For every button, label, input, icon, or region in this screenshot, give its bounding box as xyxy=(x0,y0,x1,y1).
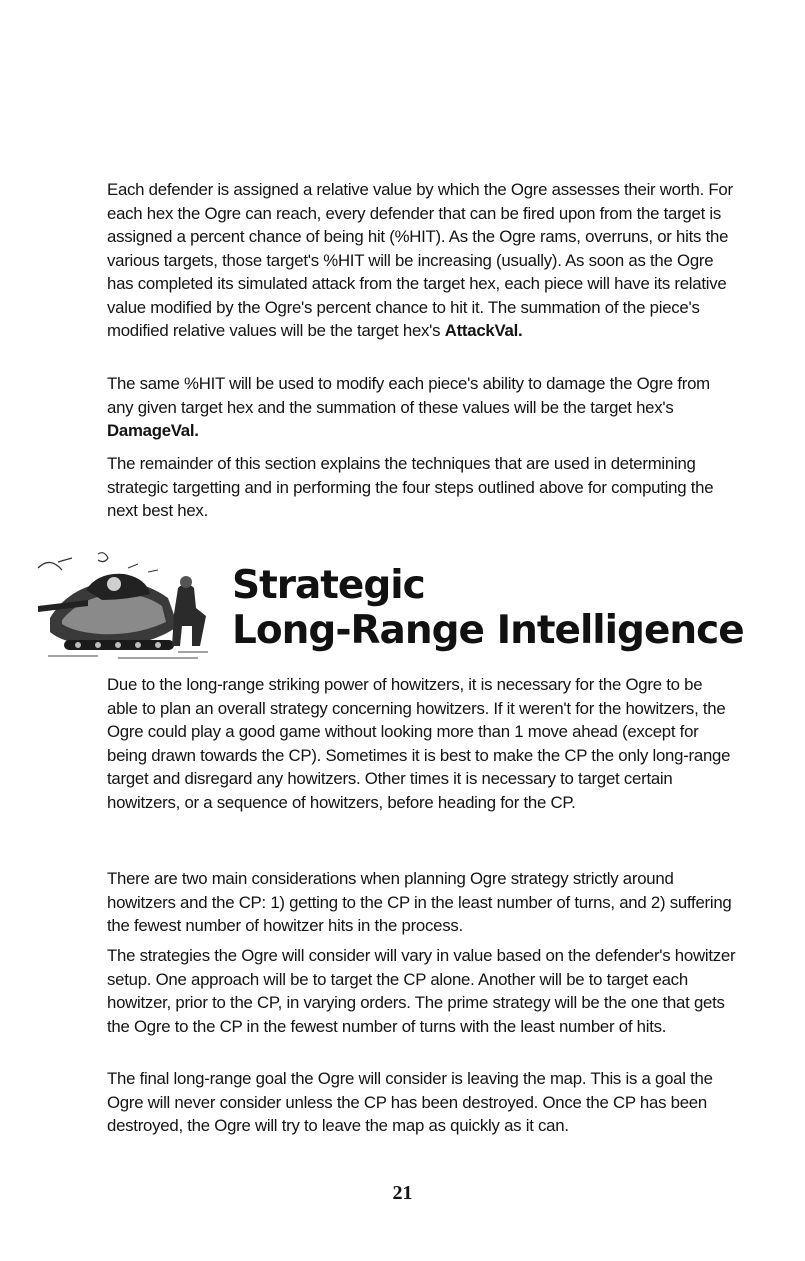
paragraph-strategies: The strategies the Ogre will consider will vary in value based on the defender's howitzer setup. One approach will be to target the CP alone. Another will be to target each howitzer, prior to the CP, in varying orders. The prime strategy will be the one that gets the Ogre to the CP in the fewest number of turns with the least number of hits. xyxy=(107,946,736,1036)
paragraph-considerations: There are two main considerations when planning Ogre strategy strictly around howitzers and the CP: 1) getting to the CP in the least number of turns, and 2) suffering the fewest number of howitzer hits in the process. xyxy=(107,869,732,935)
paragraph-text: The same %HIT will be used to modify each piece's ability to damage the Ogre from any given target hex and the summation of these values will be the target hex's xyxy=(107,374,710,417)
paragraph-damageval xyxy=(107,372,737,443)
page-number: 21 xyxy=(392,1182,413,1204)
heading-line-2: Long-Range Intelligence xyxy=(232,608,744,653)
ogre-tank-illustration-icon xyxy=(28,548,218,668)
paragraph-remainder: The remainder of this section explains the techniques that are used in determining strategic targetting and in performing the four steps outlined above for computing the next best hex. xyxy=(107,454,714,520)
paragraph-attackval xyxy=(107,178,737,343)
term-attackval: AttackVal. xyxy=(444,321,523,340)
paragraph-howitzers: Due to the long-range striking power of howitzers, it is necessary for the Ogre to be able to plan an overall strategy concerning howitzers. If it weren't for the howitzers, the Ogre could play a good game without looking more than 1 move ahead (except for being drawn towards the CP). Sometimes it is best to make the CP the only long-range target and disregard any howitzers. Other times it is necessary to target certain howitzers, or a sequence of howitzers, before heading for the CP. xyxy=(107,675,731,812)
term-damageval: DamageVal. xyxy=(107,421,199,440)
section-heading xyxy=(232,563,772,653)
heading-line-1: Strategic xyxy=(232,563,425,608)
paragraph-text: Each defender is assigned a relative value by which the Ogre assesses their worth. For each hex the Ogre can reach, every defender that can be fired upon from the target is assigned a percent chance of being hit (%HIT). As the Ogre rams, overruns, or hits the various targets, those target's %HIT will be increasing (usually). As soon as the Ogre has completed its simulated attack from the target hex, each piece will have its relative value modified by the Ogre's percent chance to hit it. The summation of the piece's modified relative values will be the target hex's xyxy=(107,180,733,340)
paragraph-leaving-map: The final long-range goal the Ogre will consider is leaving the map. This is a goal the Ogre will never consider unless the CP has been destroyed. Once the CP has been destroyed, the Ogre will try to leave the map as quickly as it can. xyxy=(107,1069,713,1135)
